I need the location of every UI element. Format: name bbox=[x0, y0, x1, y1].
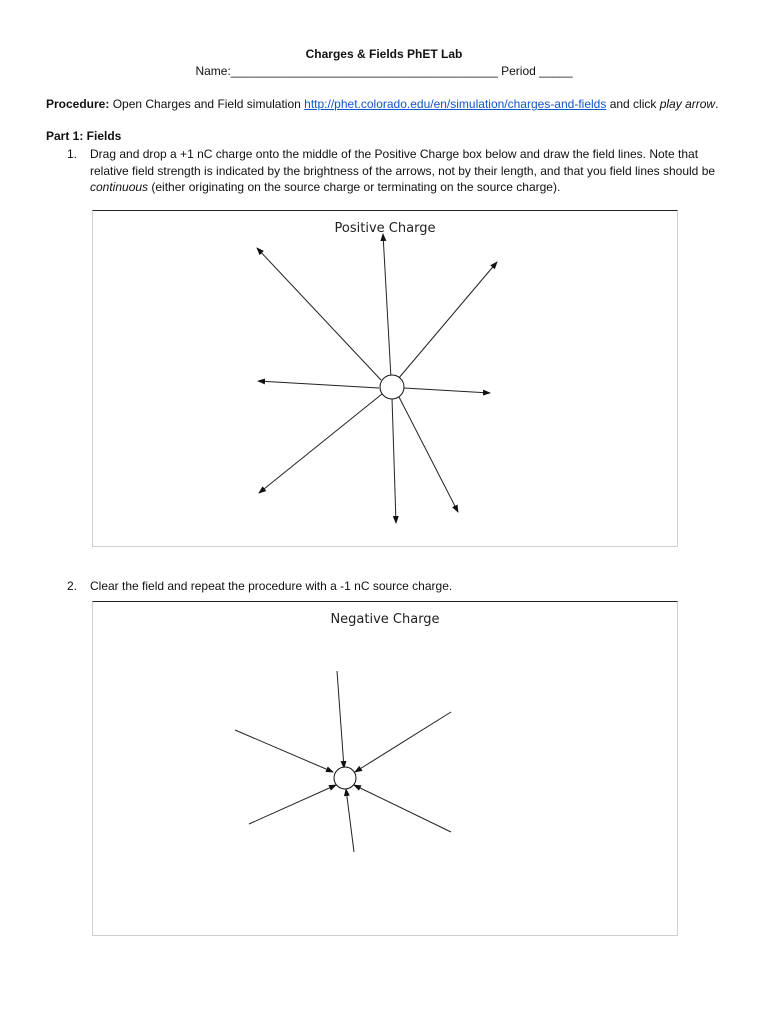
procedure-text: Open Charges and Field simulation bbox=[112, 97, 301, 111]
item2-number: 2. bbox=[67, 579, 78, 593]
field-line bbox=[258, 381, 379, 388]
field-line bbox=[355, 712, 451, 772]
item2-text: Clear the field and repeat the procedure with a -1 nC source charge. bbox=[90, 579, 453, 593]
item1-text bbox=[90, 146, 730, 196]
field-line bbox=[392, 398, 396, 523]
name-label: Name: bbox=[195, 64, 231, 78]
negative-source-charge bbox=[334, 767, 356, 789]
item1-emphasis: continuous bbox=[90, 180, 149, 194]
name-period-line bbox=[0, 64, 768, 78]
procedure-label: Procedure: bbox=[46, 97, 110, 111]
document-title: Charges & Fields PhET Lab bbox=[305, 47, 463, 61]
procedure-text-after: and click bbox=[609, 97, 657, 111]
field-line bbox=[383, 234, 391, 378]
positive-source-charge bbox=[380, 375, 404, 399]
period-blank: _____ bbox=[539, 64, 573, 78]
item1-number: 1. bbox=[67, 147, 78, 161]
field-line bbox=[259, 394, 382, 493]
name-blank: ________________________________________ bbox=[230, 64, 498, 78]
simulation-link[interactable]: http://phet.colorado.edu/en/simulation/charges-and-fields bbox=[304, 97, 607, 111]
positive-field-diagram bbox=[93, 211, 677, 546]
field-line bbox=[354, 785, 451, 832]
positive-charge-title: Positive Charge bbox=[334, 221, 436, 236]
negative-charge-title: Negative Charge bbox=[330, 612, 440, 627]
field-line bbox=[337, 671, 344, 768]
negative-charge-box bbox=[92, 601, 678, 936]
period-label: Period bbox=[501, 64, 536, 78]
field-line bbox=[399, 397, 458, 512]
procedure-period: . bbox=[715, 97, 719, 111]
part1-heading: Part 1: Fields bbox=[46, 129, 122, 143]
positive-charge-box bbox=[92, 210, 678, 547]
field-line bbox=[404, 388, 490, 393]
field-line bbox=[398, 262, 497, 379]
negative-field-diagram bbox=[93, 602, 677, 935]
field-line bbox=[257, 248, 381, 380]
field-line bbox=[249, 785, 336, 824]
field-line bbox=[346, 789, 354, 852]
play-arrow-emphasis: play arrow bbox=[659, 97, 716, 111]
item1-text-a: Drag and drop a +1 nC charge onto the middle of the Positive Charge box below and draw the field lines. Note that relative field strength is indicated by the brightness of the arrows, not by their length, and that you field lines should be bbox=[90, 147, 716, 178]
item1-text-b: (either originating on the source charge or terminating on the source charge). bbox=[151, 180, 561, 194]
procedure-paragraph bbox=[46, 97, 718, 111]
field-line bbox=[235, 730, 333, 772]
